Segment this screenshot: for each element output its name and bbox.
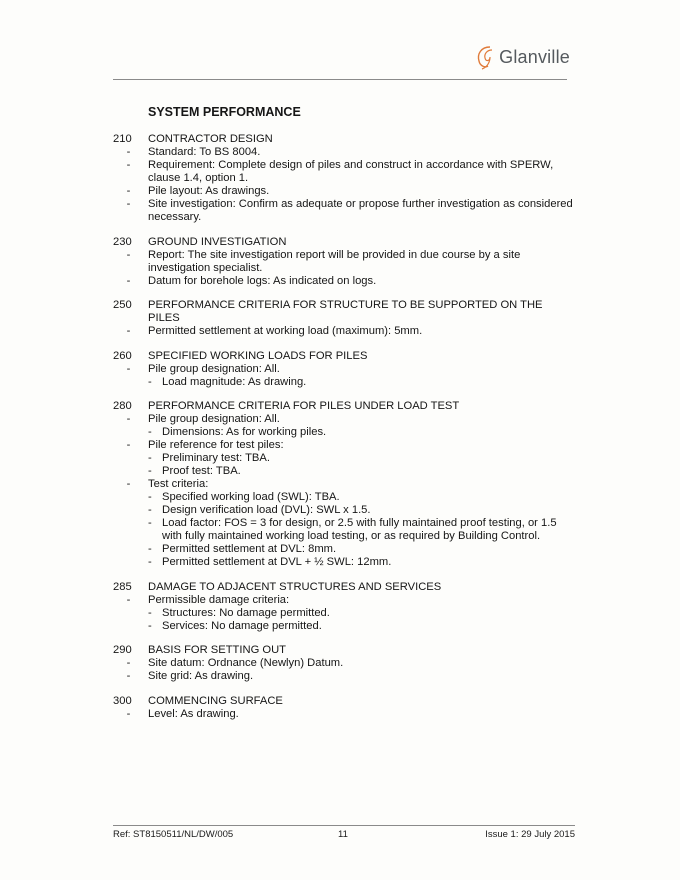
bullet-dash: - (148, 619, 152, 632)
sub-list-item (148, 426, 573, 439)
clause-number: 250 (113, 299, 132, 311)
list-item-text: Pile layout: As drawings. (148, 185, 270, 197)
bullet-dash: - (126, 362, 131, 375)
bullet-dash: - (148, 606, 152, 619)
sub-list-item-text: Permitted settlement at DVL: 8mm. (162, 543, 337, 555)
clause-210 (113, 133, 573, 224)
sub-list-item (148, 452, 573, 465)
bullet-dash: - (126, 325, 131, 337)
sub-list-item (148, 620, 573, 633)
clause-280 (113, 400, 573, 569)
bullet-dash: - (126, 670, 131, 682)
list-item (113, 146, 573, 159)
clause-285 (113, 581, 573, 633)
bullet-dash: - (126, 413, 131, 425)
list-item (113, 670, 573, 683)
sub-list-item-text: Services: No damage permitted. (162, 619, 322, 632)
sub-list-item (148, 504, 573, 517)
sub-list-item-text: Permitted settlement at DVL + ½ SWL: 12mm. (162, 556, 392, 568)
company-logo (475, 44, 570, 70)
clause-number: 210 (113, 133, 132, 145)
clause-number: 230 (113, 235, 132, 248)
list-item-text: Site datum: Ordnance (Newlyn) Datum. (148, 657, 344, 669)
bullet-dash: - (126, 439, 131, 451)
clause-heading (113, 350, 573, 363)
sub-list-item-text: Structures: No damage permitted. (162, 606, 330, 619)
bullet-dash: - (126, 198, 131, 210)
sub-list-item-text: Design verification load (DVL): SWL x 1.5. (162, 504, 371, 516)
sub-list-item-text: Load magnitude: As drawing. (162, 375, 307, 388)
list-item-text: Standard: To BS 8004. (148, 146, 261, 158)
clause-heading (113, 236, 573, 249)
sub-list-item (148, 465, 573, 478)
clause-260 (113, 350, 573, 389)
clause-heading (113, 581, 573, 594)
list-item-text: Level: As drawing. (148, 707, 239, 720)
bullet-dash: - (148, 556, 152, 568)
bullet-dash: - (148, 452, 152, 464)
sub-list-item (148, 376, 573, 389)
list-item (113, 413, 573, 426)
sub-list-item (148, 556, 573, 569)
bullet-dash: - (126, 593, 131, 606)
clause-heading (113, 400, 573, 413)
list-item-text: Test criteria: (148, 478, 209, 490)
list-item (113, 185, 573, 198)
list-item (113, 708, 573, 721)
bullet-dash: - (126, 478, 131, 490)
clause-number: 285 (113, 580, 132, 593)
clause-250 (113, 299, 573, 338)
list-item-text: Datum for borehole logs: As indicated on logs. (148, 274, 377, 287)
sub-list-item-text: Load factor: FOS = 3 for design, or 2.5 with fully maintained proof testing, or 1.5 with fully maintained working load testing, or as required by Building Control. (162, 517, 557, 542)
glanville-swirl-logo-icon (475, 44, 497, 70)
bullet-dash: - (126, 146, 131, 158)
clause-heading (113, 133, 573, 146)
bullet-dash: - (126, 185, 131, 197)
clause-list (113, 133, 573, 721)
clause-title: COMMENCING SURFACE (148, 694, 283, 707)
clause-number: 300 (113, 694, 132, 707)
bullet-dash: - (148, 426, 152, 438)
footer-divider (113, 825, 575, 826)
list-item (113, 325, 573, 338)
document-reference: Ref: ST8150511/NL/DW/005 (113, 829, 234, 840)
page-title: SYSTEM PERFORMANCE (148, 105, 301, 119)
bullet-dash: - (148, 504, 152, 516)
list-item-text: Pile group designation: All. (148, 413, 280, 425)
sub-list-item-text: Preliminary test: TBA. (162, 452, 270, 464)
document-body (113, 106, 573, 732)
list-item-text: Site grid: As drawing. (148, 670, 254, 682)
bullet-dash: - (148, 517, 152, 529)
sub-list-item (148, 607, 573, 620)
list-item (113, 594, 573, 607)
logo-text: Glanville (499, 46, 570, 67)
clause-290 (113, 644, 573, 683)
clause-title: PERFORMANCE CRITERIA FOR STRUCTURE TO BE SUPPORTED ON THE PILES (148, 299, 543, 324)
list-item (113, 159, 573, 185)
clause-230 (113, 236, 573, 288)
clause-heading (113, 695, 573, 708)
list-item (113, 439, 573, 452)
issue-date: Issue 1: 29 July 2015 (485, 829, 575, 840)
bullet-dash: - (148, 375, 152, 388)
clause-title: DAMAGE TO ADJACENT STRUCTURES AND SERVICES (148, 580, 442, 593)
clause-title: GROUND INVESTIGATION (148, 235, 287, 248)
list-item-text: Pile reference for test piles: (148, 439, 284, 451)
clause-title: CONTRACTOR DESIGN (148, 133, 273, 145)
list-item (113, 198, 573, 224)
bullet-dash: - (126, 159, 131, 171)
list-item-text: Permissible damage criteria: (148, 593, 290, 606)
list-item (113, 657, 573, 670)
clause-title: BASIS FOR SETTING OUT (148, 644, 286, 656)
clause-number: 280 (113, 400, 132, 412)
bullet-dash: - (126, 248, 131, 261)
bullet-dash: - (148, 543, 152, 555)
clause-title: PERFORMANCE CRITERIA FOR PILES UNDER LOAD TEST (148, 400, 460, 412)
bullet-dash: - (126, 274, 131, 287)
sub-list-item-text: Proof test: TBA. (162, 465, 241, 477)
clause-heading (113, 644, 573, 657)
bullet-dash: - (148, 491, 152, 503)
clause-title: SPECIFIED WORKING LOADS FOR PILES (148, 349, 368, 362)
bullet-dash: - (126, 707, 131, 720)
sub-list-item (148, 517, 573, 543)
page-number: 11 (338, 829, 348, 840)
header-divider (113, 79, 567, 80)
list-item-text: Report: The site investigation report will be provided in due course by a site investigation specialist. (148, 248, 521, 274)
list-item-text: Requirement: Complete design of piles and construct in accordance with SPERW, clause 1.4, option 1. (148, 159, 554, 184)
clause-heading (113, 299, 573, 325)
bullet-dash: - (148, 465, 152, 477)
list-item (113, 275, 573, 288)
list-item-text: Permitted settlement at working load (maximum): 5mm. (148, 325, 423, 337)
list-item-text: Site investigation: Confirm as adequate or propose further investigation as considered necessary. (148, 198, 573, 223)
clause-number: 260 (113, 349, 132, 362)
clause-number: 290 (113, 644, 132, 656)
sub-list-item-text: Specified working load (SWL): TBA. (162, 491, 340, 503)
sub-list-item (148, 543, 573, 556)
list-item (113, 478, 573, 491)
list-item (113, 363, 573, 376)
bullet-dash: - (126, 657, 131, 669)
sub-list-item-text: Dimensions: As for working piles. (162, 426, 327, 438)
list-item (113, 249, 573, 275)
sub-list-item (148, 491, 573, 504)
clause-300 (113, 695, 573, 721)
list-item-text: Pile group designation: All. (148, 362, 280, 375)
